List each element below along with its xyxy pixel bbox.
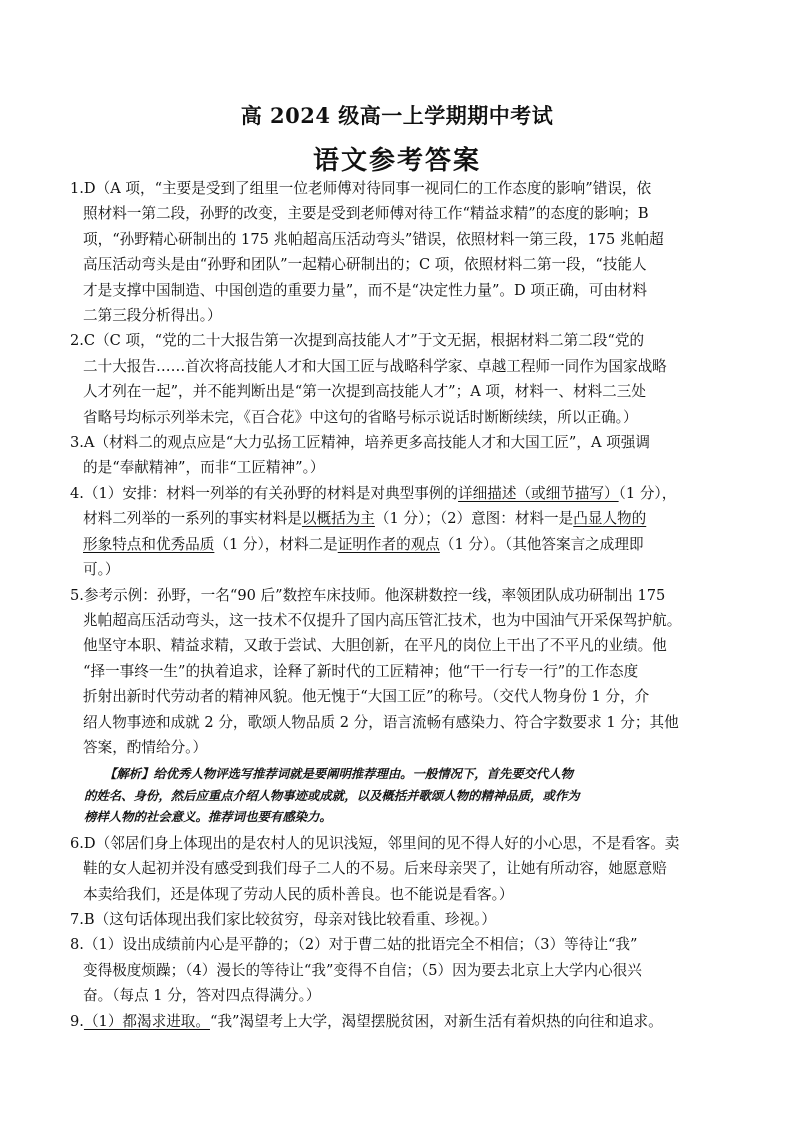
- answer-item-2: [70, 328, 750, 430]
- answer-line: 2.C（C 项，“党的二十大报告第一次提到高技能人才”于文无据，根据材料二第二段“党的: [70, 332, 645, 350]
- answer-line: 二十大报告……首次将高技能人才和大国工匠与战略科学家、卓越工程师一同作为国家战略: [83, 357, 667, 375]
- answer-item-6: [70, 831, 750, 907]
- answer-text: （1 分），材料二是: [214, 535, 338, 553]
- answer-text: “我”渴望考上大学，渴望摆脱贫困，对新生活有着炽热的向往和追求。: [209, 1012, 663, 1030]
- answer-line: 7.B（这句话体现出我们家比较贫穷，母亲对钱比较看重、珍视。）: [70, 911, 496, 929]
- answer-text: （1 分），: [618, 484, 677, 502]
- answer-line: 兆帕超高压活动弯头，这一技术不仅提升了国内高压管汇技术，也为中国油气开采保驾护航。: [83, 611, 682, 629]
- answer-line: 项，“孙野精心研制出的 175 兆帕超高压活动弯头”错误，依照材料一第三段，175 兆帕超: [83, 230, 664, 248]
- underlined-key-point: 证明作者的观点: [337, 535, 440, 553]
- answer-body: [70, 176, 750, 1034]
- underlined-key-point: 详细描述（或细节描写）: [458, 484, 619, 502]
- answer-line: [70, 481, 750, 506]
- answer-text: 4.（1）安排：材料一列举的有关孙野的材料是对典型事例的: [70, 484, 459, 502]
- answer-line: 1.D（A 项，“主要是受到了组里一位老师傅对待同事一视同仁的工作态度的影响”错误，依: [70, 180, 652, 197]
- answer-line: 折射出新时代劳动者的精神风貌。他无愧于“大国工匠”的称号。（交代人物身份 1 分，介: [83, 688, 650, 706]
- answer-line: [70, 1009, 750, 1034]
- underlined-key-point: 凸显人物的: [573, 510, 647, 528]
- answer-line: 绍人物事迹和成就 2 分，歌颂人物品质 2 分，语言流畅有感染力、符合字数要求 1 分；其他: [83, 713, 679, 731]
- note-line: 榜样人物的社会意义。推荐词也要有感染力。: [84, 809, 332, 825]
- analysis-note: [70, 763, 750, 828]
- answer-line: 鞋的女人起初并没有感受到我们母子二人的不易。后来母亲哭了，让她有所动容，她愿意赔: [83, 860, 667, 878]
- answer-line: 省略号均标示列举未完，《百合花》中这句的省略号标示说话时断断续续，所以正确。）: [83, 408, 638, 426]
- answer-line: 才是支撑中国制造、中国创造的重要力量”，而不是“决定性力量”。D 项正确，可由材料: [83, 281, 648, 299]
- answer-line: 本卖给我们，还是体现了劳动人民的质朴善良。也不能说是看客。）: [83, 885, 514, 903]
- answer-line: 照材料一第二段，孙野的改变，主要是受到老师傅对待工作“精益求精”的态度的影响；B: [83, 205, 649, 223]
- answer-line: 奋。（每点 1 分，答对四点得满分。）: [83, 987, 321, 1005]
- answer-line: 答案，酌情给分。）: [83, 738, 208, 756]
- exam-title: 高 2024 级高一上学期期中考试: [240, 103, 554, 128]
- answer-text: （1 分）；（2）意图：材料一是: [374, 510, 574, 528]
- answer-text: 9.: [70, 1012, 84, 1030]
- answer-line: [70, 506, 750, 531]
- answer-line: “择一事终一生”的执着追求，诠释了新时代的工匠精神；他“干一行专一行”的工作态度: [83, 662, 639, 680]
- underlined-key-point: 以概括为主: [301, 510, 375, 528]
- answer-key-title: 语文参考答案: [312, 146, 481, 176]
- note-line: 的姓名、身份，然后应重点介绍人物事迹或成就，以及概括并歌颂人物的精神品质，或作为: [84, 787, 580, 803]
- underlined-key-point: 形象特点和优秀品质: [83, 535, 215, 553]
- answer-line: 变得极度烦躁；（4）漫长的等待让“我”变得不自信；（5）因为要去北京上大学内心很兴: [83, 961, 642, 979]
- answer-item-7: [70, 907, 750, 932]
- answer-item-1: [70, 176, 750, 328]
- answer-line: 8.（1）设出成绩前内心是平静的；（2）对于曹二姑的批语完全不相信；（3）等待让“我”: [70, 936, 638, 954]
- answer-line: 6.D（邻居们身上体现出的是农村人的见识浅短，邻里间的见不得人好的小心思，不是看客。卖: [70, 834, 680, 852]
- answer-line: 他坚守本职、精益求精，又敢于尝试、大胆创新，在平凡的岗位上干出了不平凡的业绩。他: [83, 637, 667, 655]
- answer-text: 材料二列举的一系列的事实材料是: [83, 510, 302, 528]
- answer-item-5: [70, 583, 750, 761]
- answer-item-3: [70, 430, 750, 481]
- answer-line: 人才列在一起”，并不能判断出是“第一次提到高技能人才”；A 项，材料一、材料二三处: [83, 383, 646, 401]
- answer-text: （1 分）。（其他答案言之成理即: [439, 535, 644, 553]
- answer-line: [70, 532, 750, 557]
- answer-line: 5.参考示例：孙野，一名“90 后”数控车床技师。他深耕数控一线，率领团队成功研制出 175: [70, 586, 666, 604]
- note-line: 【解析】给优秀人物评选写推荐词就是要阐明推荐理由。一般情况下，首先要交代人物: [104, 766, 573, 782]
- underlined-key-point: （1）都渴求进取。: [83, 1012, 210, 1030]
- answer-line: 的是“奉献精神”，而非“工匠精神”。）: [83, 459, 325, 477]
- answer-line: 3.A（材料二的观点应是“大力弘扬工匠精神，培养更多高技能人才和大国工匠”，A 项强调: [70, 434, 650, 452]
- answer-item-9: [70, 1009, 750, 1034]
- answer-item-8: [70, 932, 750, 1008]
- answer-line: 高压活动弯头是由“孙野和团队”一起精心研制出的；C 项，依照材料二第一段，“技能人: [83, 256, 647, 274]
- answer-line: 二第三段分析得出。）: [83, 307, 222, 325]
- answer-item-4: [70, 481, 750, 583]
- answer-line: 可。）: [83, 561, 120, 579]
